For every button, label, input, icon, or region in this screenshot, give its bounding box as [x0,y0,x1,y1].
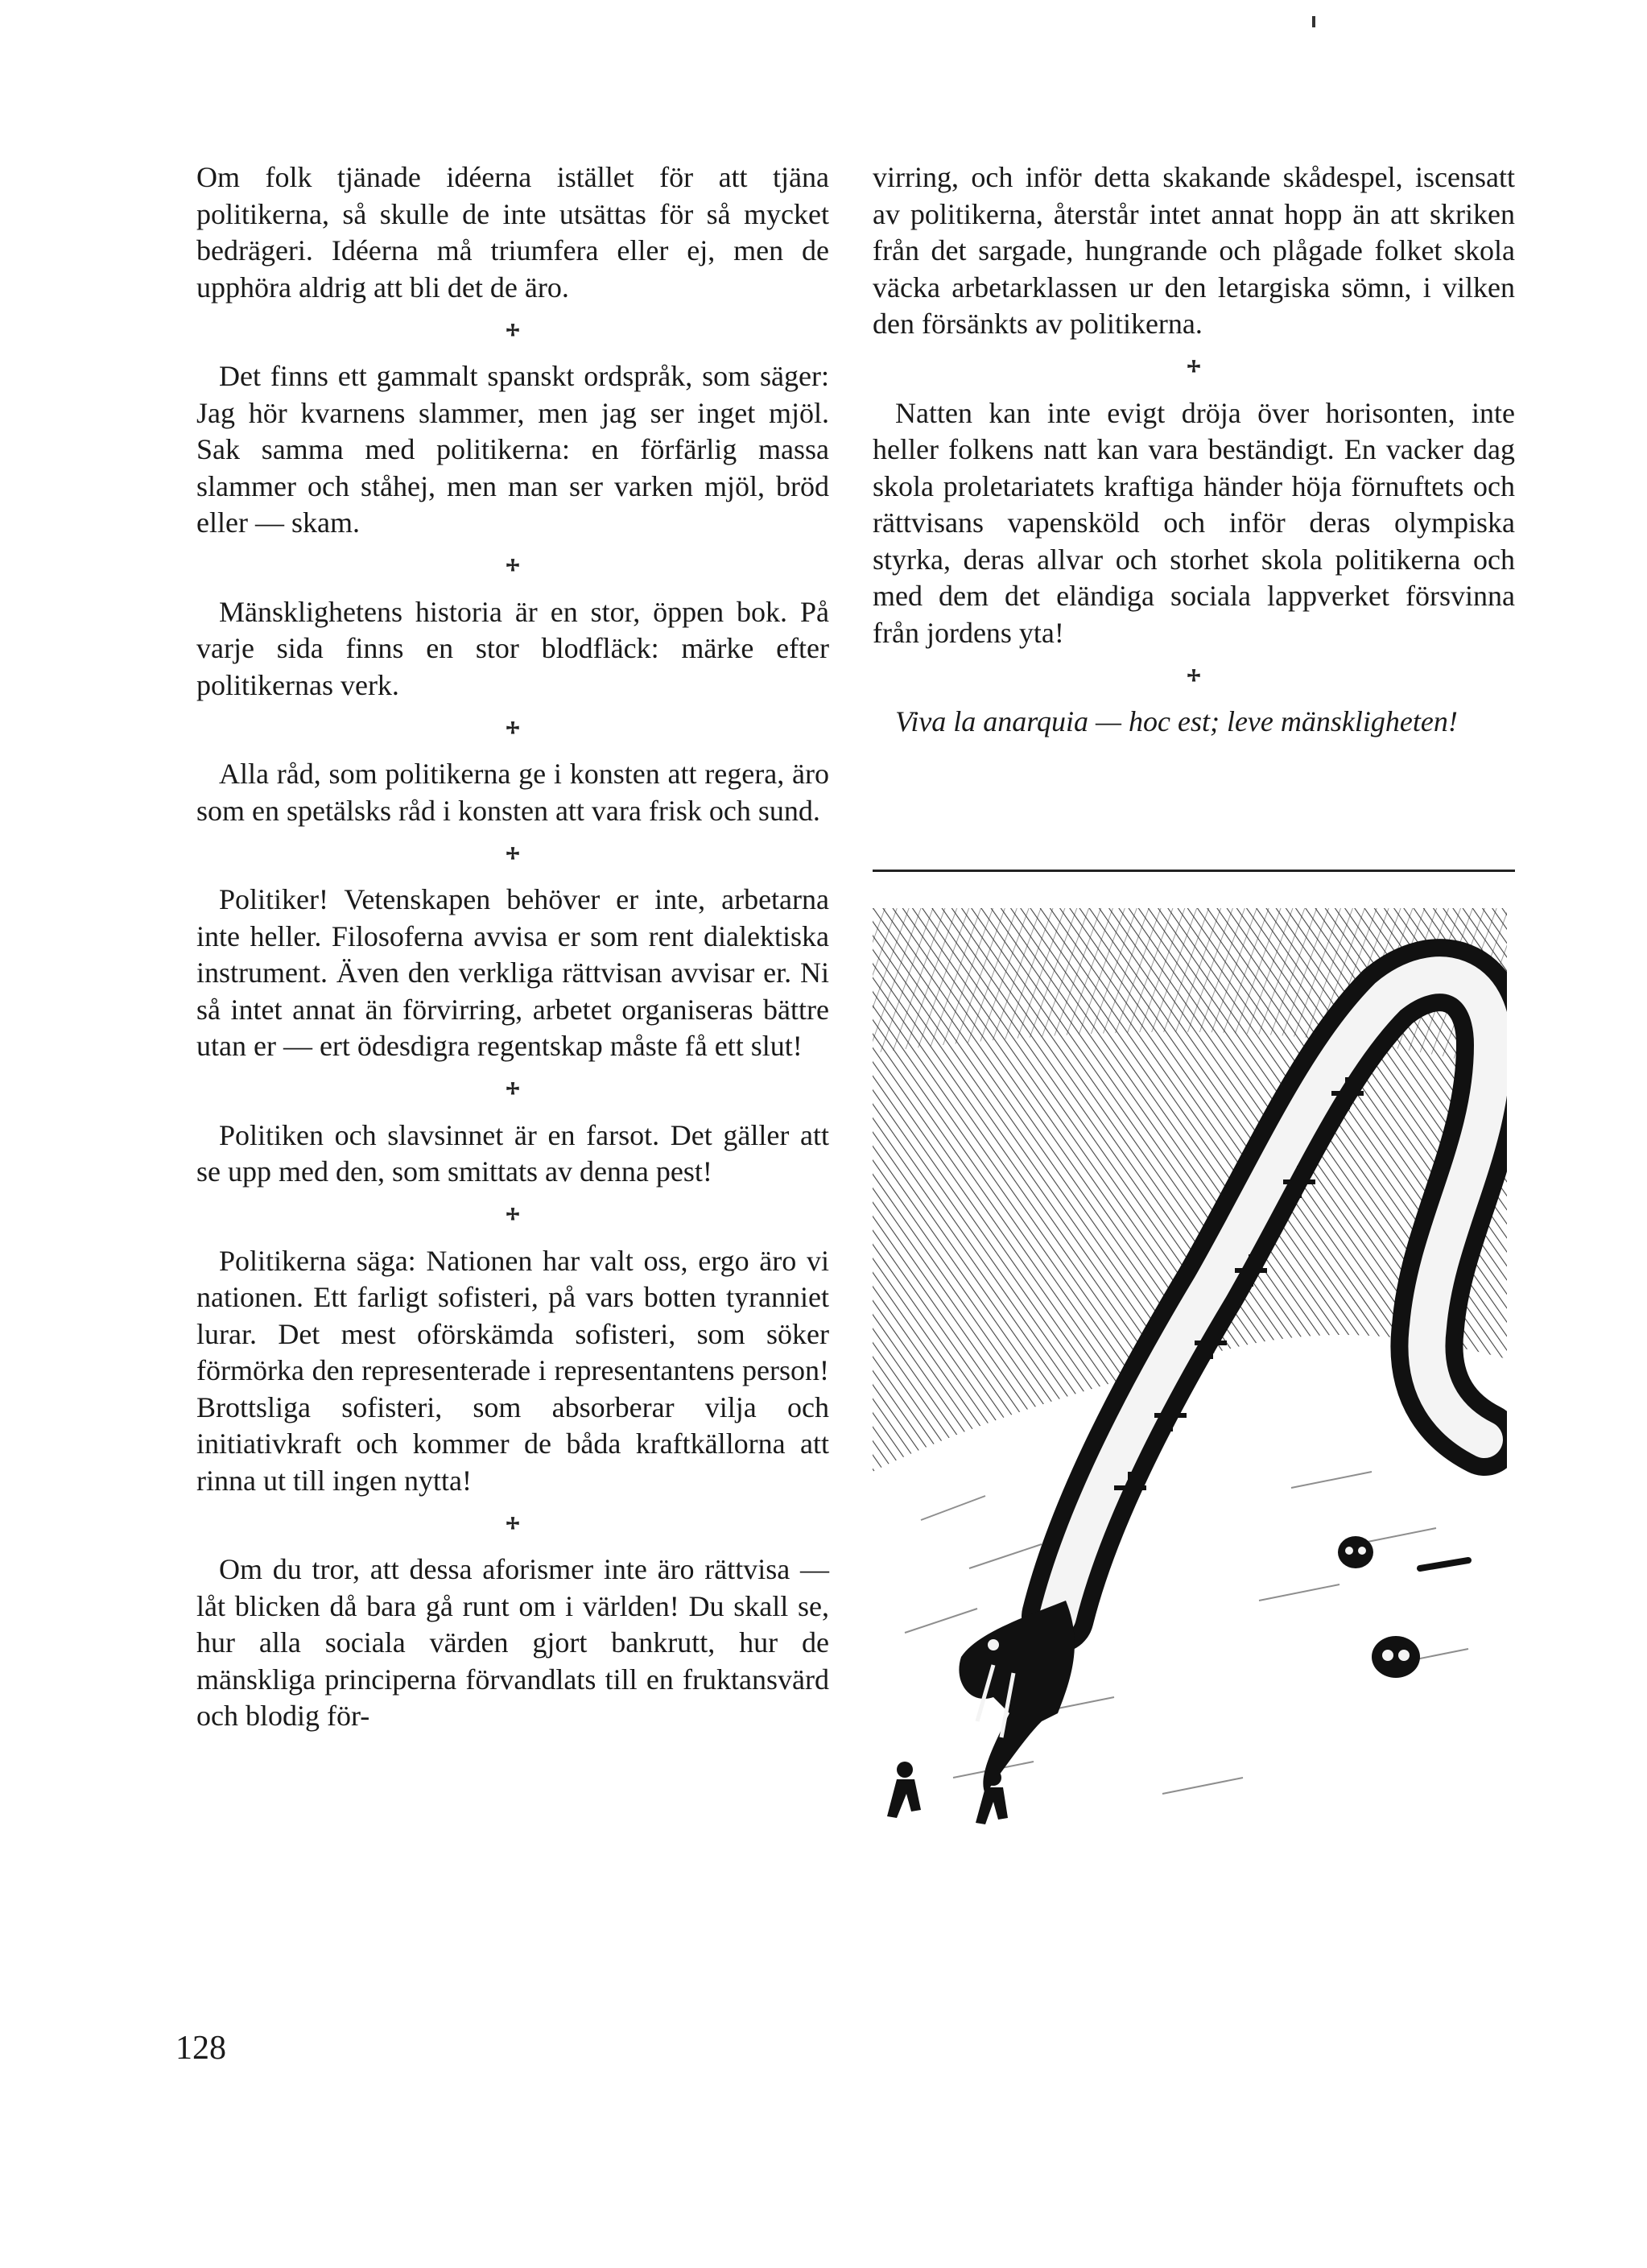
paragraph: virring, och inför detta skakande skådespel, iscensatt av politikerna, återstår intet annat hopp än att skriken från det sargade, hungrande och plågade folket skola väcka arbetarklassen ur den letargiska sömn, i vilken den försänkts av politikerna. [873,161,1515,340]
figure-icon [887,1762,921,1818]
paragraph: Natten kan inte evigt dröja över horisonten, inte heller folkens natt kan vara beständigt. En vacker dag skola proletariatets kraftiga händer höja förnuftets och rättvisans vapensköld och inför deras olympiska styrka, deras allvar och storhet skola politikerna och med dem det eländiga sociala lappverket försvinna från jordens yta! [873,396,1515,649]
cross-ornament-icon [196,708,829,745]
skull-icon [1338,1536,1373,1568]
skull-icon [1372,1636,1420,1678]
cross-ornament-icon [196,1196,829,1232]
cross-ornament-icon [196,547,829,583]
figure-icon [976,1770,1008,1824]
paragraph: Politikerna säga: Nationen har valt oss, ergo äro vi nationen. Ett farligt sofisteri, på vars botten tyranniet lurar. Det mest oförskämda sofisteri, som söker förmörka den representerade i representantens person! Brottsliga sofisteri, som absorberar vilja och initiativkraft och kommer de båda kraftkällorna att rinna ut till ingen nytta! [196,1244,829,1497]
cross-ornament-icon [873,656,1515,692]
cross-ornament-icon [196,1504,829,1540]
paragraph: Om folk tjänade idéerna istället för att tjäna politikerna, så skulle de inte utsättas för så mycket bedrägeri. Idéerna må triumfera eller ej, men de upphöra aldrig att bli det de äro. [196,161,829,304]
right-column [873,159,1515,741]
paragraph: Om du tror, att dessa aforismer inte äro rättvisa — låt blicken då bara gå runt om i världen! Du skall se, hur alla sociala värden gjort bankrutt, hur de mänskliga principerna förvandlats till en fruktansvärd och blodig för- [196,1553,829,1732]
bone-icon [1420,1560,1468,1568]
serpent-illustration [873,908,1507,1857]
left-column [196,159,829,1735]
scan-mark [1312,16,1315,27]
page-number: 128 [175,2030,226,2067]
closing-motto: Viva la anarquia — hoc est; leve mänskligheten! [895,705,1458,737]
cross-ornament-icon [196,311,829,347]
paragraph: Politiker! Vetenskapen behöver er inte, arbetarna inte heller. Filosoferna avvisa er som rent dialektiska instrument. Även den verkliga rättvisan avvisar er. Ni så intet annat än förvirring, arbetet organiseras bättre utan er — ert ödesdigra regentskap måste få ett slut! [196,883,829,1062]
section-divider [873,870,1515,872]
paragraph: Politiken och slavsinnet är en farsot. Det gäller att se upp med den, som smittats av denna pest! [196,1118,829,1188]
cross-ornament-icon [196,834,829,870]
paragraph: Alla råd, som politikerna ge i konsten att regera, äro som en spetälsks råd i konsten att vara frisk och sund. [196,758,829,827]
paragraph: Det finns ett gammalt spanskt ordspråk, som säger: Jag hör kvarnens slammer, men jag ser inget mjöl. Sak samma med politikerna: en förfärlig massa slammer och ståhej, men man ser varken mjöl, bröd eller — skam. [196,360,829,539]
paragraph: Mänsklighetens historia är en stor, öppen bok. På varje sida finns en stor blodfläck: märke efter politikernas verk. [196,595,829,701]
cross-ornament-icon [196,1070,829,1106]
cross-ornament-icon [873,348,1515,384]
